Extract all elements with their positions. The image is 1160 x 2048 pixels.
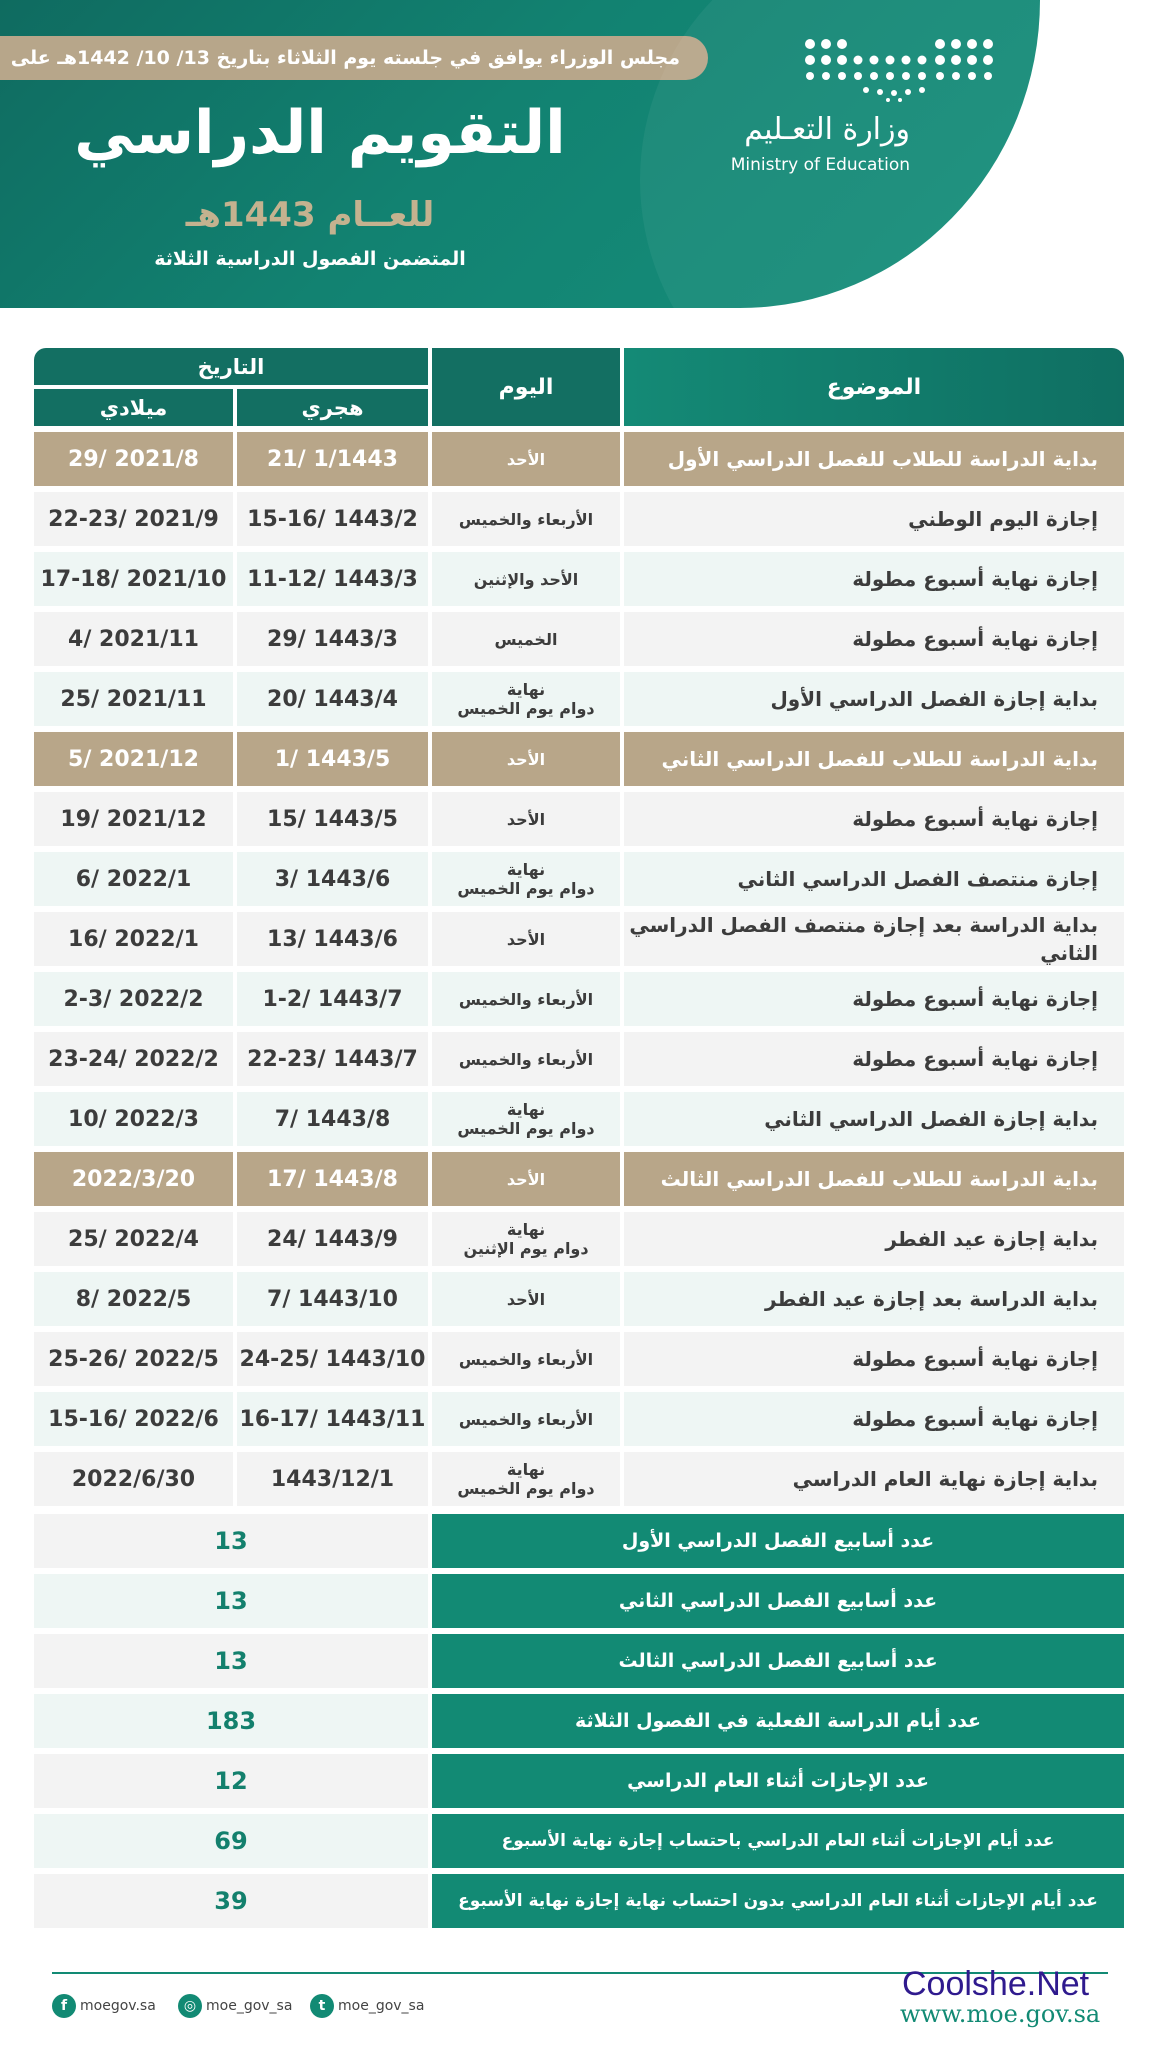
row-hijri-date: 15/ 1443/5 <box>237 792 428 846</box>
row-topic: بداية الدراسة للطلاب للفصل الدراسي الثالث <box>624 1152 1124 1206</box>
row-gregorian-date: 2022/3/20 <box>34 1152 233 1206</box>
row-topic: إجازة اليوم الوطني <box>624 492 1124 546</box>
facebook-icon: f <box>52 1994 76 2018</box>
header-banner <box>0 0 1040 308</box>
row-day: نهاية دوام يوم الخميس <box>432 1092 620 1146</box>
instagram-icon: ◎ <box>178 1994 202 2018</box>
row-topic: إجازة نهاية أسبوع مطولة <box>624 792 1124 846</box>
row-hijri-date: 11-12/ 1443/3 <box>237 552 428 606</box>
row-day: الأحد <box>432 432 620 486</box>
table-row <box>34 1092 1124 1146</box>
row-topic: بداية الدراسة بعد إجازة منتصف الفصل الدراسي الثاني <box>624 912 1124 966</box>
summary-value: 183 <box>34 1694 428 1748</box>
table-row <box>34 672 1124 726</box>
table-row <box>34 1272 1124 1326</box>
row-day: الأربعاء والخميس <box>432 1392 620 1446</box>
row-topic: بداية إجازة عيد الفطر <box>624 1212 1124 1266</box>
summary-value: 13 <box>34 1514 428 1568</box>
summary-value: 13 <box>34 1634 428 1688</box>
summary-row <box>34 1574 1124 1628</box>
table-row <box>34 612 1124 666</box>
row-topic: إجازة نهاية أسبوع مطولة <box>624 552 1124 606</box>
summary-row <box>34 1694 1124 1748</box>
facebook-handle: moegov.sa <box>80 1998 156 2014</box>
table-row <box>34 1332 1124 1386</box>
row-gregorian-date: 22-23/ 2021/9 <box>34 492 233 546</box>
table-row <box>34 492 1124 546</box>
row-gregorian-date: 4/ 2021/11 <box>34 612 233 666</box>
row-day: الأحد <box>432 1272 620 1326</box>
row-hijri-date: 17/ 1443/8 <box>237 1152 428 1206</box>
row-topic: بداية إجازة الفصل الدراسي الثاني <box>624 1092 1124 1146</box>
row-hijri-date: 1443/12/1 <box>237 1452 428 1506</box>
column-header-hijri: هجري <box>237 389 428 426</box>
page-title: التقويم الدراسي <box>74 98 566 168</box>
row-topic: إجازة نهاية أسبوع مطولة <box>624 1332 1124 1386</box>
table-row <box>34 552 1124 606</box>
summary-label: عدد أسابيع الفصل الدراسي الثاني <box>432 1574 1124 1628</box>
row-topic: بداية إجازة نهاية العام الدراسي <box>624 1452 1124 1506</box>
table-row <box>34 972 1124 1026</box>
row-hijri-date: 15-16/ 1443/2 <box>237 492 428 546</box>
instagram-link[interactable] <box>178 1994 292 2018</box>
row-gregorian-date: 8/ 2022/5 <box>34 1272 233 1326</box>
row-gregorian-date: 10/ 2022/3 <box>34 1092 233 1146</box>
row-topic: إجازة منتصف الفصل الدراسي الثاني <box>624 852 1124 906</box>
facebook-link[interactable] <box>52 1994 156 2018</box>
row-gregorian-date: 2022/6/30 <box>34 1452 233 1506</box>
table-row <box>34 1392 1124 1446</box>
ministry-logo-icon <box>800 36 1000 102</box>
column-header-day: اليوم <box>432 348 620 426</box>
twitter-link[interactable] <box>310 1994 424 2018</box>
row-hijri-date: 1/ 1443/5 <box>237 732 428 786</box>
summary-label: عدد أسابيع الفصل الدراسي الأول <box>432 1514 1124 1568</box>
watermark: Coolshe.Net <box>902 1965 1090 2003</box>
summary-row <box>34 1634 1124 1688</box>
row-topic: بداية الدراسة للطلاب للفصل الدراسي الثاني <box>624 732 1124 786</box>
row-day: الأحد <box>432 1152 620 1206</box>
row-hijri-date: 24-25/ 1443/10 <box>237 1332 428 1386</box>
row-hijri-date: 22-23/ 1443/7 <box>237 1032 428 1086</box>
summary-row <box>34 1514 1124 1568</box>
row-gregorian-date: 15-16/ 2022/6 <box>34 1392 233 1446</box>
row-gregorian-date: 29/ 2021/8 <box>34 432 233 486</box>
summary-label: عدد الإجازات أثناء العام الدراسي <box>432 1754 1124 1808</box>
summary-label: عدد أسابيع الفصل الدراسي الثالث <box>432 1634 1124 1688</box>
row-topic: إجازة نهاية أسبوع مطولة <box>624 972 1124 1026</box>
row-gregorian-date: 19/ 2021/12 <box>34 792 233 846</box>
table-row <box>34 732 1124 786</box>
ministry-name-arabic: وزارة التعـليم <box>744 112 910 147</box>
column-header-gregorian: ميلادي <box>34 389 233 426</box>
row-hijri-date: 29/ 1443/3 <box>237 612 428 666</box>
row-day: الأربعاء والخميس <box>432 492 620 546</box>
column-header-date: التاريخ <box>34 348 428 385</box>
table-row <box>34 912 1124 966</box>
row-topic: بداية الدراسة بعد إجازة عيد الفطر <box>624 1272 1124 1326</box>
row-day: الأحد والإثنين <box>432 552 620 606</box>
page-subtitle: المتضمن الفصول الدراسية الثلاثة <box>154 248 466 270</box>
row-topic: بداية الدراسة للطلاب للفصل الدراسي الأول <box>624 432 1124 486</box>
summary-value: 39 <box>34 1874 428 1928</box>
summary-label: عدد أيام الإجازات أثناء العام الدراسي بدون احتساب نهاية إجازة نهاية الأسبوع <box>432 1874 1124 1928</box>
row-gregorian-date: 16/ 2022/1 <box>34 912 233 966</box>
row-day: نهاية دوام يوم الخميس <box>432 852 620 906</box>
row-topic: إجازة نهاية أسبوع مطولة <box>624 612 1124 666</box>
summary-row <box>34 1814 1124 1868</box>
table-row <box>34 1032 1124 1086</box>
twitter-handle: moe_gov_sa <box>338 1998 425 2014</box>
row-gregorian-date: 2-3/ 2022/2 <box>34 972 233 1026</box>
row-gregorian-date: 23-24/ 2022/2 <box>34 1032 233 1086</box>
table-row <box>34 1212 1124 1266</box>
row-hijri-date: 7/ 1443/10 <box>237 1272 428 1326</box>
row-day: الأربعاء والخميس <box>432 1032 620 1086</box>
row-topic: بداية إجازة الفصل الدراسي الأول <box>624 672 1124 726</box>
row-day: الأحد <box>432 912 620 966</box>
summary-value: 13 <box>34 1574 428 1628</box>
table-row <box>34 1152 1124 1206</box>
row-gregorian-date: 6/ 2022/1 <box>34 852 233 906</box>
twitter-icon: t <box>310 1994 334 2018</box>
table-row <box>34 792 1124 846</box>
summary-row <box>34 1874 1124 1928</box>
table-row <box>34 852 1124 906</box>
row-day: الأحد <box>432 792 620 846</box>
row-hijri-date: 7/ 1443/8 <box>237 1092 428 1146</box>
row-hijri-date: 20/ 1443/4 <box>237 672 428 726</box>
summary-row <box>34 1754 1124 1808</box>
ministry-name-english: Ministry of Education <box>730 155 910 175</box>
row-gregorian-date: 25-26/ 2022/5 <box>34 1332 233 1386</box>
row-hijri-date: 13/ 1443/6 <box>237 912 428 966</box>
row-gregorian-date: 25/ 2022/4 <box>34 1212 233 1266</box>
row-gregorian-date: 5/ 2021/12 <box>34 732 233 786</box>
row-hijri-date: 21/ 1/1443 <box>237 432 428 486</box>
row-topic: إجازة نهاية أسبوع مطولة <box>624 1392 1124 1446</box>
row-day: نهاية دوام يوم الخميس <box>432 672 620 726</box>
summary-value: 12 <box>34 1754 428 1808</box>
website-link[interactable]: www.moe.gov.sa <box>900 2000 1101 2028</box>
row-day: الأحد <box>432 732 620 786</box>
table-row <box>34 1452 1124 1506</box>
row-hijri-date: 16-17/ 1443/11 <box>237 1392 428 1446</box>
academic-year: للعــام 1443هـ <box>185 195 435 235</box>
row-day: الخميس <box>432 612 620 666</box>
row-hijri-date: 24/ 1443/9 <box>237 1212 428 1266</box>
row-day: نهاية دوام يوم الإثنين <box>432 1212 620 1266</box>
row-hijri-date: 3/ 1443/6 <box>237 852 428 906</box>
row-day: الأربعاء والخميس <box>432 972 620 1026</box>
row-day: الأربعاء والخميس <box>432 1332 620 1386</box>
summary-label: عدد أيام الدراسة الفعلية في الفصول الثلاثة <box>432 1694 1124 1748</box>
summary-value: 69 <box>34 1814 428 1868</box>
row-gregorian-date: 25/ 2021/11 <box>34 672 233 726</box>
council-approval-note: مجلس الوزراء يوافق في جلسته يوم الثلاثاء بتاريخ 13/ 10/ 1442هـ على <box>0 36 708 80</box>
column-header-topic: الموضوع <box>624 348 1124 426</box>
row-hijri-date: 1-2/ 1443/7 <box>237 972 428 1026</box>
instagram-handle: moe_gov_sa <box>206 1998 293 2014</box>
summary-label: عدد أيام الإجازات أثناء العام الدراسي باحتساب إجازة نهاية الأسبوع <box>432 1814 1124 1868</box>
row-day: نهاية دوام يوم الخميس <box>432 1452 620 1506</box>
row-topic: إجازة نهاية أسبوع مطولة <box>624 1032 1124 1086</box>
table-row <box>34 432 1124 486</box>
row-gregorian-date: 17-18/ 2021/10 <box>34 552 233 606</box>
